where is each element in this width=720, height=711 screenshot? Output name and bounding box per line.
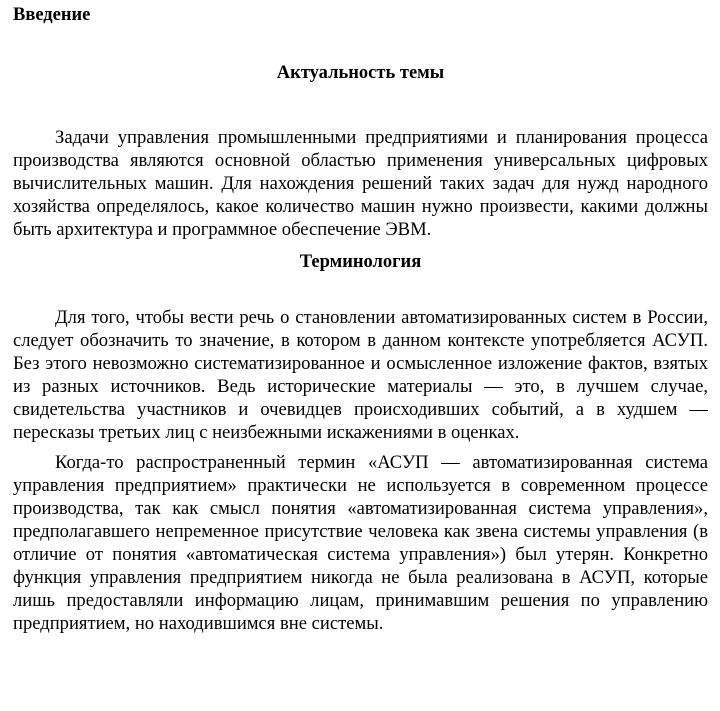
document-page [13, 0, 708, 635]
paragraph: Для того, чтобы вести речь о становлении автоматизированных систем в России, следует обозначить то значение, в котором в данном контексте употребляется АСУП. Без этого невозможно систематизированное и осмысленное изложение фактов, взятых из разных источников. Ведь исторические материалы — это, в лучшем случае, свидетельства участников и очевидцев происходивших событий, а в худшем — пересказы третьих лиц с неизбежными искажениями в оценках. [13, 307, 708, 443]
paragraph: Задачи управления промышленными предприятиями и планирования процесса производства являются основной областью применения универсальных цифровых вычислительных машин. Для нахождения решений таких задач для нужд народного хозяйства определялось, какое количество машин нужно произвести, какими должны быть архитектура и программное обеспечение ЭВМ. [13, 127, 708, 240]
section-heading-relevance: Актуальность темы [276, 63, 445, 83]
section-heading-terminology: Терминология [299, 252, 422, 272]
paragraph: Когда-то распространенный термин «АСУП — автоматизированная система управления предприятием» практически не используется в современном процессе производства, так как смысл понятия «автоматизированная система управления», предполагавшего непременное присутствие человека как звена системы управления (в отличие от понятия «автоматическая система управления») был утерян. Конкретно функция управления предприятием никогда не была реализована в АСУП, которые лишь предоставляли информацию лицам, принимавшим решения по управлению предприятием, но находившимся вне системы. [13, 452, 708, 634]
document-title: Введение [13, 5, 91, 25]
